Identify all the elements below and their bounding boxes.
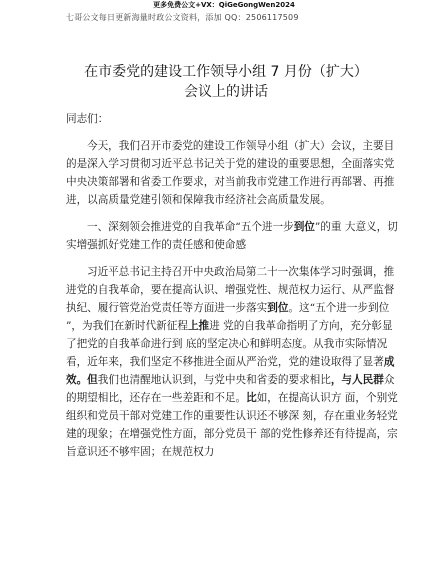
paragraph-text: 我们也清醒地认识到，与党中央和省委的要求相比: [97, 374, 331, 386]
paragraph-text: 习近平总书记主持召开中央政治局第二十一次集体学习时强调，推进党的自我革命，要在提高认识、增强党性、规范权力运行、从严监督执纪、履行管党治党责任等方面进一步落实: [66, 266, 395, 314]
document-header: 七哥公文每日更新海量时政公文资料，添加 QQ：2506117509: [66, 13, 299, 22]
title-line-2: 会议上的讲话: [184, 84, 268, 100]
heading-text: 一、深刻领会推进党的自我革命“五个进一步: [87, 221, 294, 233]
bold-text: 比: [246, 392, 257, 404]
bold-text: 上推: [187, 320, 210, 332]
paragraph-text: 如，在提高认识方 面，个别党组织和党员干部对党建工作的重要性认识还不够深 刻，存在重业务轻党建的现象；在增强党性方面，部分党员干 部的党性修养还有待提高，宗旨意识还不够牢固；在规范权力: [66, 392, 398, 458]
bold-text: 到位: [267, 302, 289, 314]
heading-text-end: ”的重 大意义，切实增强抓好党建工作的责任感和使命感: [66, 221, 398, 251]
paragraph-text: 众的期望相比，还存在一些差距和不足。: [66, 374, 395, 404]
bold-text: ，与人民群: [330, 374, 384, 386]
paragraph-body: [66, 263, 400, 461]
salutation: 同志们：: [66, 113, 109, 125]
top-banner: 更多免费公文+VX：QiGeGongWen2024: [153, 1, 295, 9]
paragraph-text: 进 党的自我革命指明了方向，充分彰显了把党的自我革命进行到 底的坚定决心和鲜明态度。从我市实际情况看，近年来，我们坚定不移推进全面从严治党，党的建设取得了显著: [66, 320, 393, 368]
bold-text: 成效。但: [66, 356, 395, 386]
title-line-1: 在市委党的建设工作领导小组 7 月份（扩大）: [84, 64, 368, 80]
heading-bold-text: 到位: [293, 221, 315, 233]
section-heading-1: [66, 218, 400, 254]
page-title: [40, 62, 412, 102]
document-body: [66, 110, 400, 461]
paragraph-intro: 今天，我们召开市委党的建设工作领导小组（扩大）会议，主要目的是深入学习贯彻习近平总书记关于党的建设的重要思想，全面落实党中央决策部署和省委工作要求，对当前我市党建工作进行再部署、再推进，以高质量党建引领和保障我市经济社会高质量发展。: [66, 140, 395, 206]
paragraph-text: 。这“五个进一步到位 ”，为我们在新时代新征程: [66, 302, 390, 332]
